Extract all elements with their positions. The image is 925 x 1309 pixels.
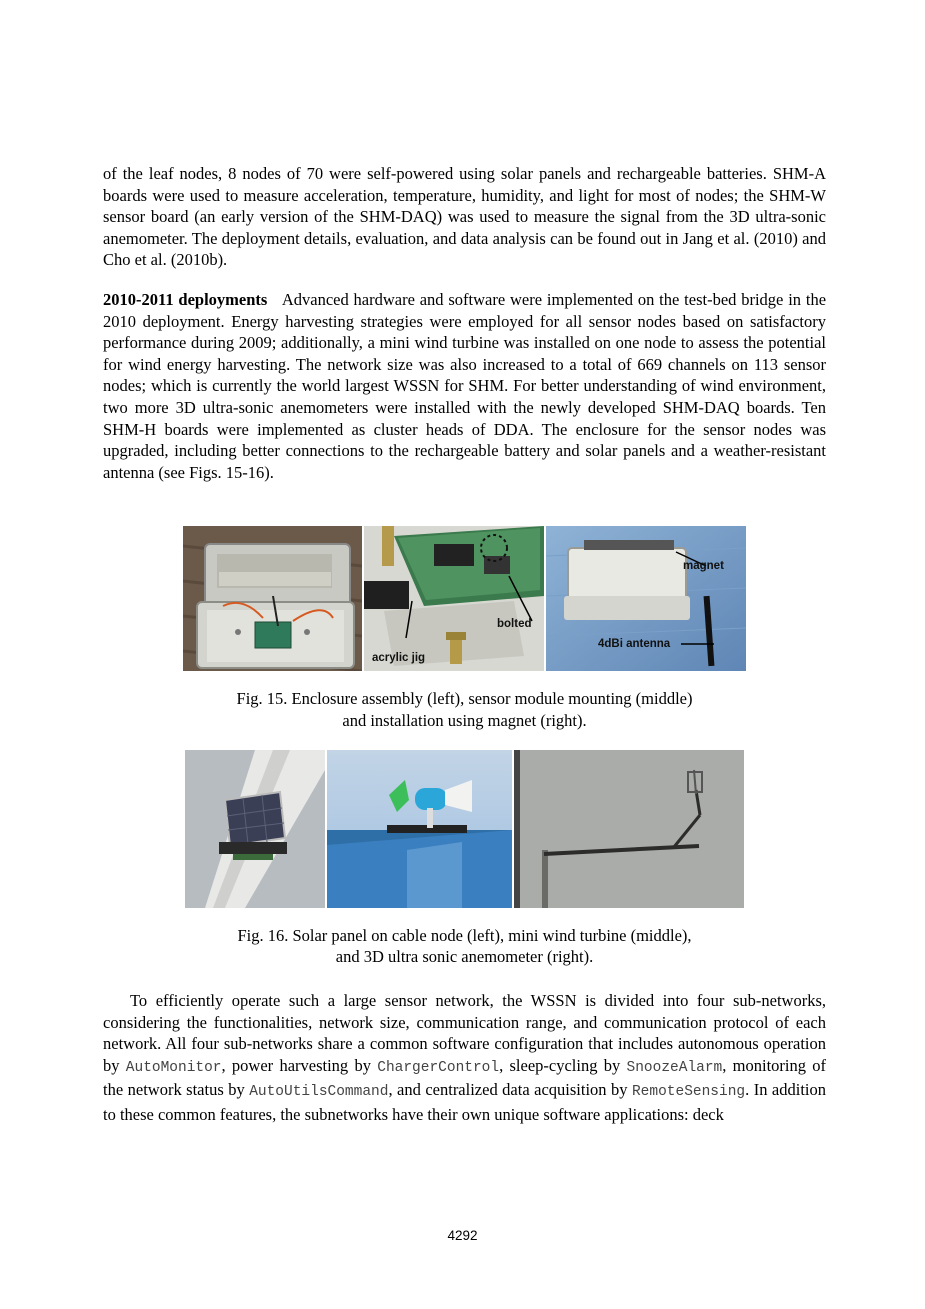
- code-snoozealarm: SnoozeAlarm: [626, 1059, 723, 1076]
- p3-part4: , monitoring of the network status by: [103, 1055, 827, 1100]
- code-chargercontrol: ChargerControl: [377, 1059, 500, 1076]
- label-bolted: bolted: [497, 618, 532, 630]
- paragraph-subnetworks: [103, 990, 826, 1126]
- fig15-caption-line1: Fig. 15. Enclosure assembly (left), sensor module mounting (middle): [236, 689, 693, 708]
- figure-15: [183, 526, 746, 671]
- fig16-caption-line2: and 3D ultra sonic anemometer (right).: [335, 947, 594, 966]
- figure-16: [185, 750, 744, 908]
- p3-part1: To efficiently operate such a large sensor network, the WSSN is divided into four sub-networks, considering the functionalities, network size, communication range, and communication protocol of each network. All four sub-networks share a common software configuration that includes autonomous operation by: [103, 991, 826, 1075]
- code-remotesensing: RemoteSensing: [631, 1084, 746, 1101]
- label-4dbi-antenna: 4dBi antenna: [598, 638, 671, 650]
- p3-part5: , and centralized data acquisition by: [388, 1080, 632, 1100]
- section-heading: 2010-2011 deployments: [103, 290, 268, 309]
- magnet-installation-photo: [546, 526, 746, 671]
- p3-part6: . In addition to these common features, the subnetworks have their own unique software applications: deck: [103, 1080, 827, 1124]
- paragraph-leaf-nodes: of the leaf nodes, 8 nodes of 70 were self-powered using solar panels and rechargeable batteries. SHM-A boards were used to measure acceleration, temperature, humidity, and light for most of nodes; the SHM-W sensor board (an early version of the SHM-DAQ) was used to measure the signal from the 3D ultra-sonic anemometer. The deployment details, evaluation, and data analysis can be found out in Jang et al. (2010) and Cho et al. (2010b).: [103, 164, 826, 270]
- label-acrylic-jig: acrylic jig: [372, 652, 426, 664]
- mini-wind-turbine-photo: [327, 750, 512, 908]
- code-automonitor: AutoMonitor: [125, 1059, 222, 1076]
- p3-part2: , power harvesting by: [221, 1055, 378, 1075]
- label-magnet: magnet: [683, 560, 724, 572]
- fig16-caption-line1: Fig. 16. Solar panel on cable node (left), mini wind turbine (middle),: [237, 926, 692, 945]
- fig15-caption-line2: and installation using magnet (right).: [342, 711, 587, 730]
- ultrasonic-anemometer-photo: [514, 750, 744, 908]
- p3-part3: , sleep-cycling by: [499, 1055, 627, 1075]
- solar-panel-photo: [185, 750, 325, 908]
- sensor-module-mounting-photo: [364, 526, 544, 671]
- enclosure-assembly-photo: [183, 526, 362, 671]
- section-body: Advanced hardware and software were implemented on the test-bed bridge in the 2010 deployment. Energy harvesting strategies were employed for all sensor nodes based on satisfactory performance during 2009; additionally, a mini wind turbine was installed on one node to assess the potential for wind energy harvesting. The network size was also increased to a total of 669 channels on 113 sensor nodes; which is currently the world largest WSSN for SHM. For better understanding of wind environment, two more 3D ultra-sonic anemometers were installed with the newly developed SHM-DAQ boards. Ten SHM-H boards were implemented as cluster heads of DDA. The enclosure for the sensor nodes was upgraded, including better connections to the rechargeable battery and solar panels and a weather-resistant antenna (see Figs. 15-16).: [103, 290, 827, 482]
- paragraph-2010-deployments: [103, 289, 826, 483]
- page-number: 4292: [447, 1228, 478, 1243]
- code-autoutilscommand: AutoUtilsCommand: [249, 1084, 389, 1101]
